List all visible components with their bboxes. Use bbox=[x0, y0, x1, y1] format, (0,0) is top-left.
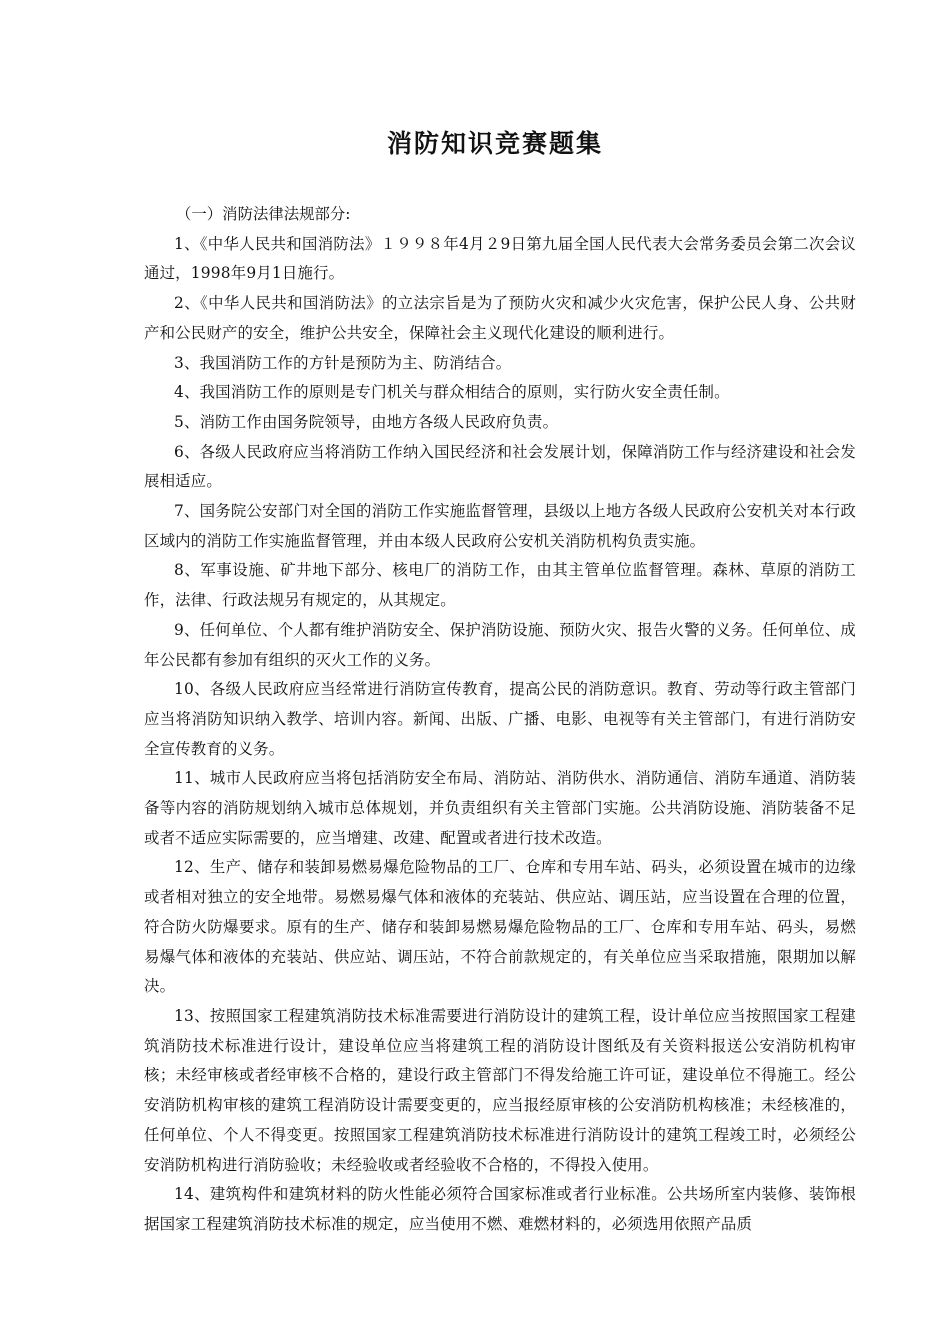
paragraph-11: 11、城市人民政府应当将包括消防安全布局、消防站、消防供水、消防通信、消防车通道、消防装备等内容的消防规划纳入城市总体规划，并负责组织有关主管部门实施。公共消防设施、消防装备不足或者不适应实际需要的，应当增建、改建、配置或者进行技术改造。 bbox=[144, 769, 856, 847]
paragraph-1: 1、《中华人民共和国消防法》１９９８年4月２9日第九届全国人民代表大会常务委员会第二次会议通过，1998年9月1日施行。 bbox=[144, 234, 856, 283]
paragraph-3: 3、我国消防工作的方针是预防为主、防消结合。 bbox=[174, 353, 512, 372]
paragraph-4: 4、我国消防工作的原则是专门机关与群众相结合的原则，实行防火安全责任制。 bbox=[174, 383, 730, 402]
document-title: 消防知识竞赛题集 bbox=[386, 129, 603, 158]
paragraph-12: 12、生产、储存和装卸易燃易爆危险物品的工厂、仓库和专用车站、码头，必须设置在城市的边缘或者相对独立的安全地带。易燃易爆气体和液体的充装站、供应站、调压站，应当设置在合理的位置，符合防火防爆要求。原有的生产、储存和装卸易燃易爆危险物品的工厂、仓库和专用车站、码头，易燃易爆气体和液体的充装站、供应站、调压站，不符合前款规定的，有关单位应当采取措施，限期加以解决。 bbox=[144, 858, 856, 996]
paragraph-6: 6、各级人民政府应当将消防工作纳入国民经济和社会发展计划，保障消防工作与经济建设和社会发展相适应。 bbox=[144, 442, 856, 491]
paragraph-10: 10、各级人民政府应当经常进行消防宣传教育，提高公民的消防意识。教育、劳动等行政主管部门应当将消防知识纳入教学、培训内容。新闻、出版、广播、电影、电视等有关主管部门，有进行消防安全宣传教育的义务。 bbox=[144, 680, 856, 758]
paragraph-8: 8、军事设施、矿井地下部分、核电厂的消防工作，由其主管单位监督管理。森林、草原的消防工作，法律、行政法规另有规定的，从其规定。 bbox=[144, 561, 856, 610]
document-body bbox=[144, 200, 856, 1240]
paragraph-9: 9、任何单位、个人都有维护消防安全、保护消防设施、预防火灾、报告火警的义务。任何单位、成年公民都有参加有组织的灭火工作的义务。 bbox=[144, 620, 856, 669]
paragraph-2: 2、《中华人民共和国消防法》的立法宗旨是为了预防火灾和减少火灾危害，保护公民人身、公共财产和公民财产的安全，维护公共安全，保障社会主义现代化建设的顺利进行。 bbox=[144, 294, 856, 342]
paragraph-14: 14、建筑构件和建筑材料的防火性能必须符合国家标准或者行业标准。公共场所室内装修、装饰根据国家工程建筑消防技术标准的规定，应当使用不燃、难燃材料的，必须选用依照产品质 bbox=[144, 1185, 856, 1233]
paragraph-7: 7、国务院公安部门对全国的消防工作实施监督管理，县级以上地方各级人民政府公安机关对本行政区域内的消防工作实施监督管理，并由本级人民政府公安机关消防机构负责实施。 bbox=[144, 502, 856, 550]
paragraph-13: 13、按照国家工程建筑消防技术标准需要进行消防设计的建筑工程，设计单位应当按照国家工程建筑消防技术标准进行设计，建设单位应当将建筑工程的消防设计图纸及有关资料报送公安消防机构审核；未经审核或者经审核不合格的，建设行政主管部门不得发给施工许可证，建设单位不得施工。经公安消防机构审核的建筑工程消防设计需要变更的，应当报经原审核的公安消防机构核准；未经核准的，任何单位、个人不得变更。按照国家工程建筑消防技术标准进行消防设计的建筑工程竣工时，必须经公安消防机构进行消防验收；未经验收或者经验收不合格的，不得投入使用。 bbox=[144, 1006, 856, 1174]
paragraph-5: 5、消防工作由国务院领导，由地方各级人民政府负责。 bbox=[174, 412, 559, 431]
section-heading: （一）消防法律法规部分: bbox=[176, 205, 351, 223]
